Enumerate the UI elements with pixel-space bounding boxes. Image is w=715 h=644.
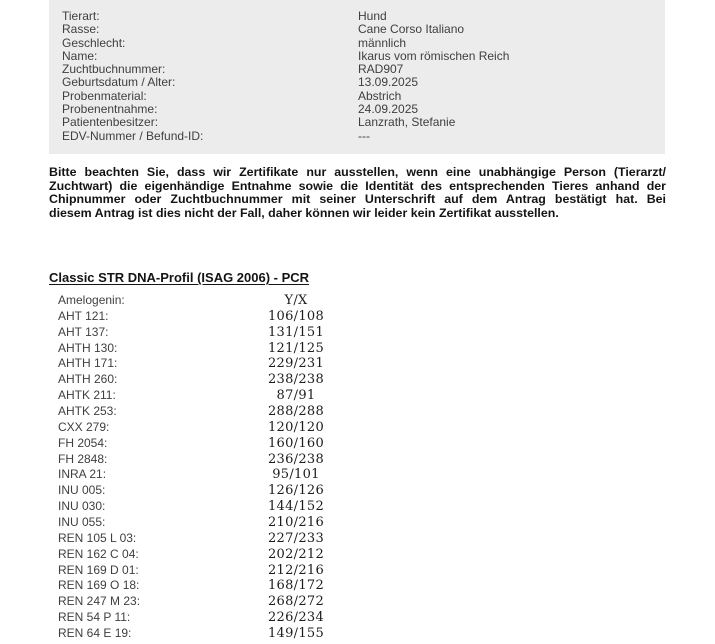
str-marker-value: 212/216 bbox=[267, 562, 325, 578]
str-marker-label: FH 2054: bbox=[58, 435, 108, 450]
str-marker-value: 210/216 bbox=[267, 515, 325, 531]
str-row bbox=[58, 325, 478, 341]
info-field-label: Name: bbox=[62, 48, 98, 63]
str-marker-value: 202/212 bbox=[267, 546, 325, 562]
info-field-label: Probenentnahme: bbox=[62, 102, 158, 117]
str-marker-label: INRA 21: bbox=[58, 467, 107, 482]
str-marker-label: INU 055: bbox=[58, 515, 106, 530]
info-row bbox=[62, 37, 665, 50]
str-marker-label: AHTK 211: bbox=[58, 388, 116, 403]
info-field-label: Geburtsdatum / Alter: bbox=[62, 75, 176, 90]
info-field-value: männlich bbox=[358, 35, 407, 50]
str-marker-label: CXX 279: bbox=[58, 419, 110, 434]
info-field-label: Geschlecht: bbox=[62, 35, 126, 50]
str-marker-label: Amelogenin: bbox=[58, 293, 125, 307]
info-row bbox=[62, 63, 665, 76]
str-marker-label: AHT 137: bbox=[58, 324, 109, 339]
str-marker-label: REN 247 M 23: bbox=[58, 594, 141, 609]
str-marker-label: AHT 121: bbox=[58, 308, 109, 323]
str-row bbox=[58, 563, 478, 579]
str-marker-value: 288/288 bbox=[267, 404, 325, 420]
str-marker-value: 131/151 bbox=[267, 324, 325, 340]
info-field-value: --- bbox=[358, 128, 370, 143]
str-marker-value: 106/108 bbox=[267, 308, 325, 324]
str-marker-value: 168/172 bbox=[267, 578, 325, 594]
info-row bbox=[62, 130, 665, 143]
str-marker-value: 121/125 bbox=[267, 340, 325, 356]
str-marker-label: AHTH 171: bbox=[58, 356, 118, 371]
info-field-label: EDV-Nummer / Befund-ID: bbox=[62, 128, 204, 143]
info-field-label: Rasse: bbox=[62, 22, 100, 37]
str-marker-label: AHTH 260: bbox=[58, 372, 118, 387]
str-profile-title: Classic STR DNA-Profil (ISAG 2006) - PCR bbox=[49, 270, 310, 285]
str-marker-value: 160/160 bbox=[267, 435, 325, 451]
str-marker-value: 238/238 bbox=[267, 372, 325, 388]
str-row bbox=[58, 594, 478, 610]
str-row bbox=[58, 515, 478, 531]
str-marker-value: Y/X bbox=[284, 293, 308, 308]
info-row bbox=[62, 23, 665, 36]
str-marker-value: 144/152 bbox=[267, 499, 325, 515]
notice-line: Chipnummer oder Zuchtbuchnummer mit seiner Unterschrift auf dem Antrag bestätigt hat. Bei bbox=[49, 192, 666, 207]
certificate-notice bbox=[49, 166, 666, 220]
str-row bbox=[58, 436, 478, 452]
str-marker-label: FH 2848: bbox=[58, 451, 108, 466]
info-field-label: Probenmaterial: bbox=[62, 88, 147, 103]
str-row bbox=[58, 467, 478, 483]
str-marker-value: 229/231 bbox=[267, 356, 325, 372]
str-row bbox=[58, 420, 478, 436]
animal-info-panel bbox=[49, 0, 665, 154]
notice-line: Zuchtwart) die eigenhändige Entnahme sowie die Identität des entsprechenden Tieres anhand der bbox=[49, 178, 666, 193]
str-marker-label: REN 169 O 18: bbox=[58, 578, 140, 593]
str-row bbox=[58, 626, 478, 642]
info-field-label: Patientenbesitzer: bbox=[62, 115, 159, 130]
str-marker-value: 149/155 bbox=[267, 626, 325, 642]
str-row bbox=[58, 293, 478, 309]
str-row bbox=[58, 356, 478, 372]
str-marker-label: INU 005: bbox=[58, 483, 106, 498]
info-row bbox=[62, 50, 665, 63]
info-row bbox=[62, 10, 665, 23]
info-field-label: Zuchtbuchnummer: bbox=[62, 62, 166, 77]
str-marker-value: 87/91 bbox=[276, 388, 316, 404]
str-row bbox=[58, 452, 478, 468]
str-row bbox=[58, 309, 478, 325]
str-marker-value: 227/233 bbox=[267, 530, 325, 546]
str-marker-value: 236/238 bbox=[267, 451, 325, 467]
info-field-value: Abstrich bbox=[358, 88, 402, 103]
str-marker-value: 120/120 bbox=[267, 419, 325, 435]
info-row bbox=[62, 90, 665, 103]
str-row bbox=[58, 372, 478, 388]
info-field-value: Cane Corso Italiano bbox=[358, 22, 465, 37]
str-row bbox=[58, 341, 478, 357]
info-field-value: Ikarus vom römischen Reich bbox=[358, 48, 510, 63]
str-profile-table bbox=[58, 293, 478, 642]
str-marker-label: REN 169 D 01: bbox=[58, 562, 139, 577]
info-row bbox=[62, 103, 665, 116]
str-marker-label: AHTH 130: bbox=[58, 340, 118, 355]
notice-line: diesem Antrag ist dies nicht der Fall, daher können wir leider kein Zertifikat ausstellen. bbox=[49, 205, 559, 220]
str-row bbox=[58, 388, 478, 404]
str-marker-label: INU 030: bbox=[58, 499, 106, 514]
str-row bbox=[58, 499, 478, 515]
info-row bbox=[62, 76, 665, 89]
info-field-value: Hund bbox=[358, 9, 387, 23]
str-row bbox=[58, 404, 478, 420]
str-row bbox=[58, 531, 478, 547]
str-marker-label: REN 105 L 03: bbox=[58, 530, 137, 545]
info-row bbox=[62, 116, 665, 129]
str-marker-label: AHTK 253: bbox=[58, 404, 117, 419]
str-marker-value: 126/126 bbox=[267, 483, 325, 499]
str-row bbox=[58, 547, 478, 563]
str-marker-label: REN 64 E 19: bbox=[58, 626, 132, 641]
str-marker-value: 226/234 bbox=[267, 610, 325, 626]
info-field-label: Tierart: bbox=[62, 9, 100, 23]
str-row bbox=[58, 578, 478, 594]
str-marker-label: REN 162 C 04: bbox=[58, 546, 139, 561]
info-field-value: RAD907 bbox=[358, 62, 404, 77]
info-field-value: Lanzrath, Stefanie bbox=[358, 115, 456, 130]
str-marker-value: 95/101 bbox=[272, 467, 320, 483]
info-field-value: 24.09.2025 bbox=[358, 102, 419, 117]
str-row bbox=[58, 610, 478, 626]
notice-line: Bitte beachten Sie, dass wir Zertifikate nur ausstellen, wenn eine unabhängige Person (Tierarzt/ bbox=[49, 165, 666, 179]
str-marker-label: REN 54 P 11: bbox=[58, 610, 131, 625]
str-row bbox=[58, 483, 478, 499]
str-marker-value: 268/272 bbox=[267, 594, 325, 610]
info-field-value: 13.09.2025 bbox=[358, 75, 419, 90]
